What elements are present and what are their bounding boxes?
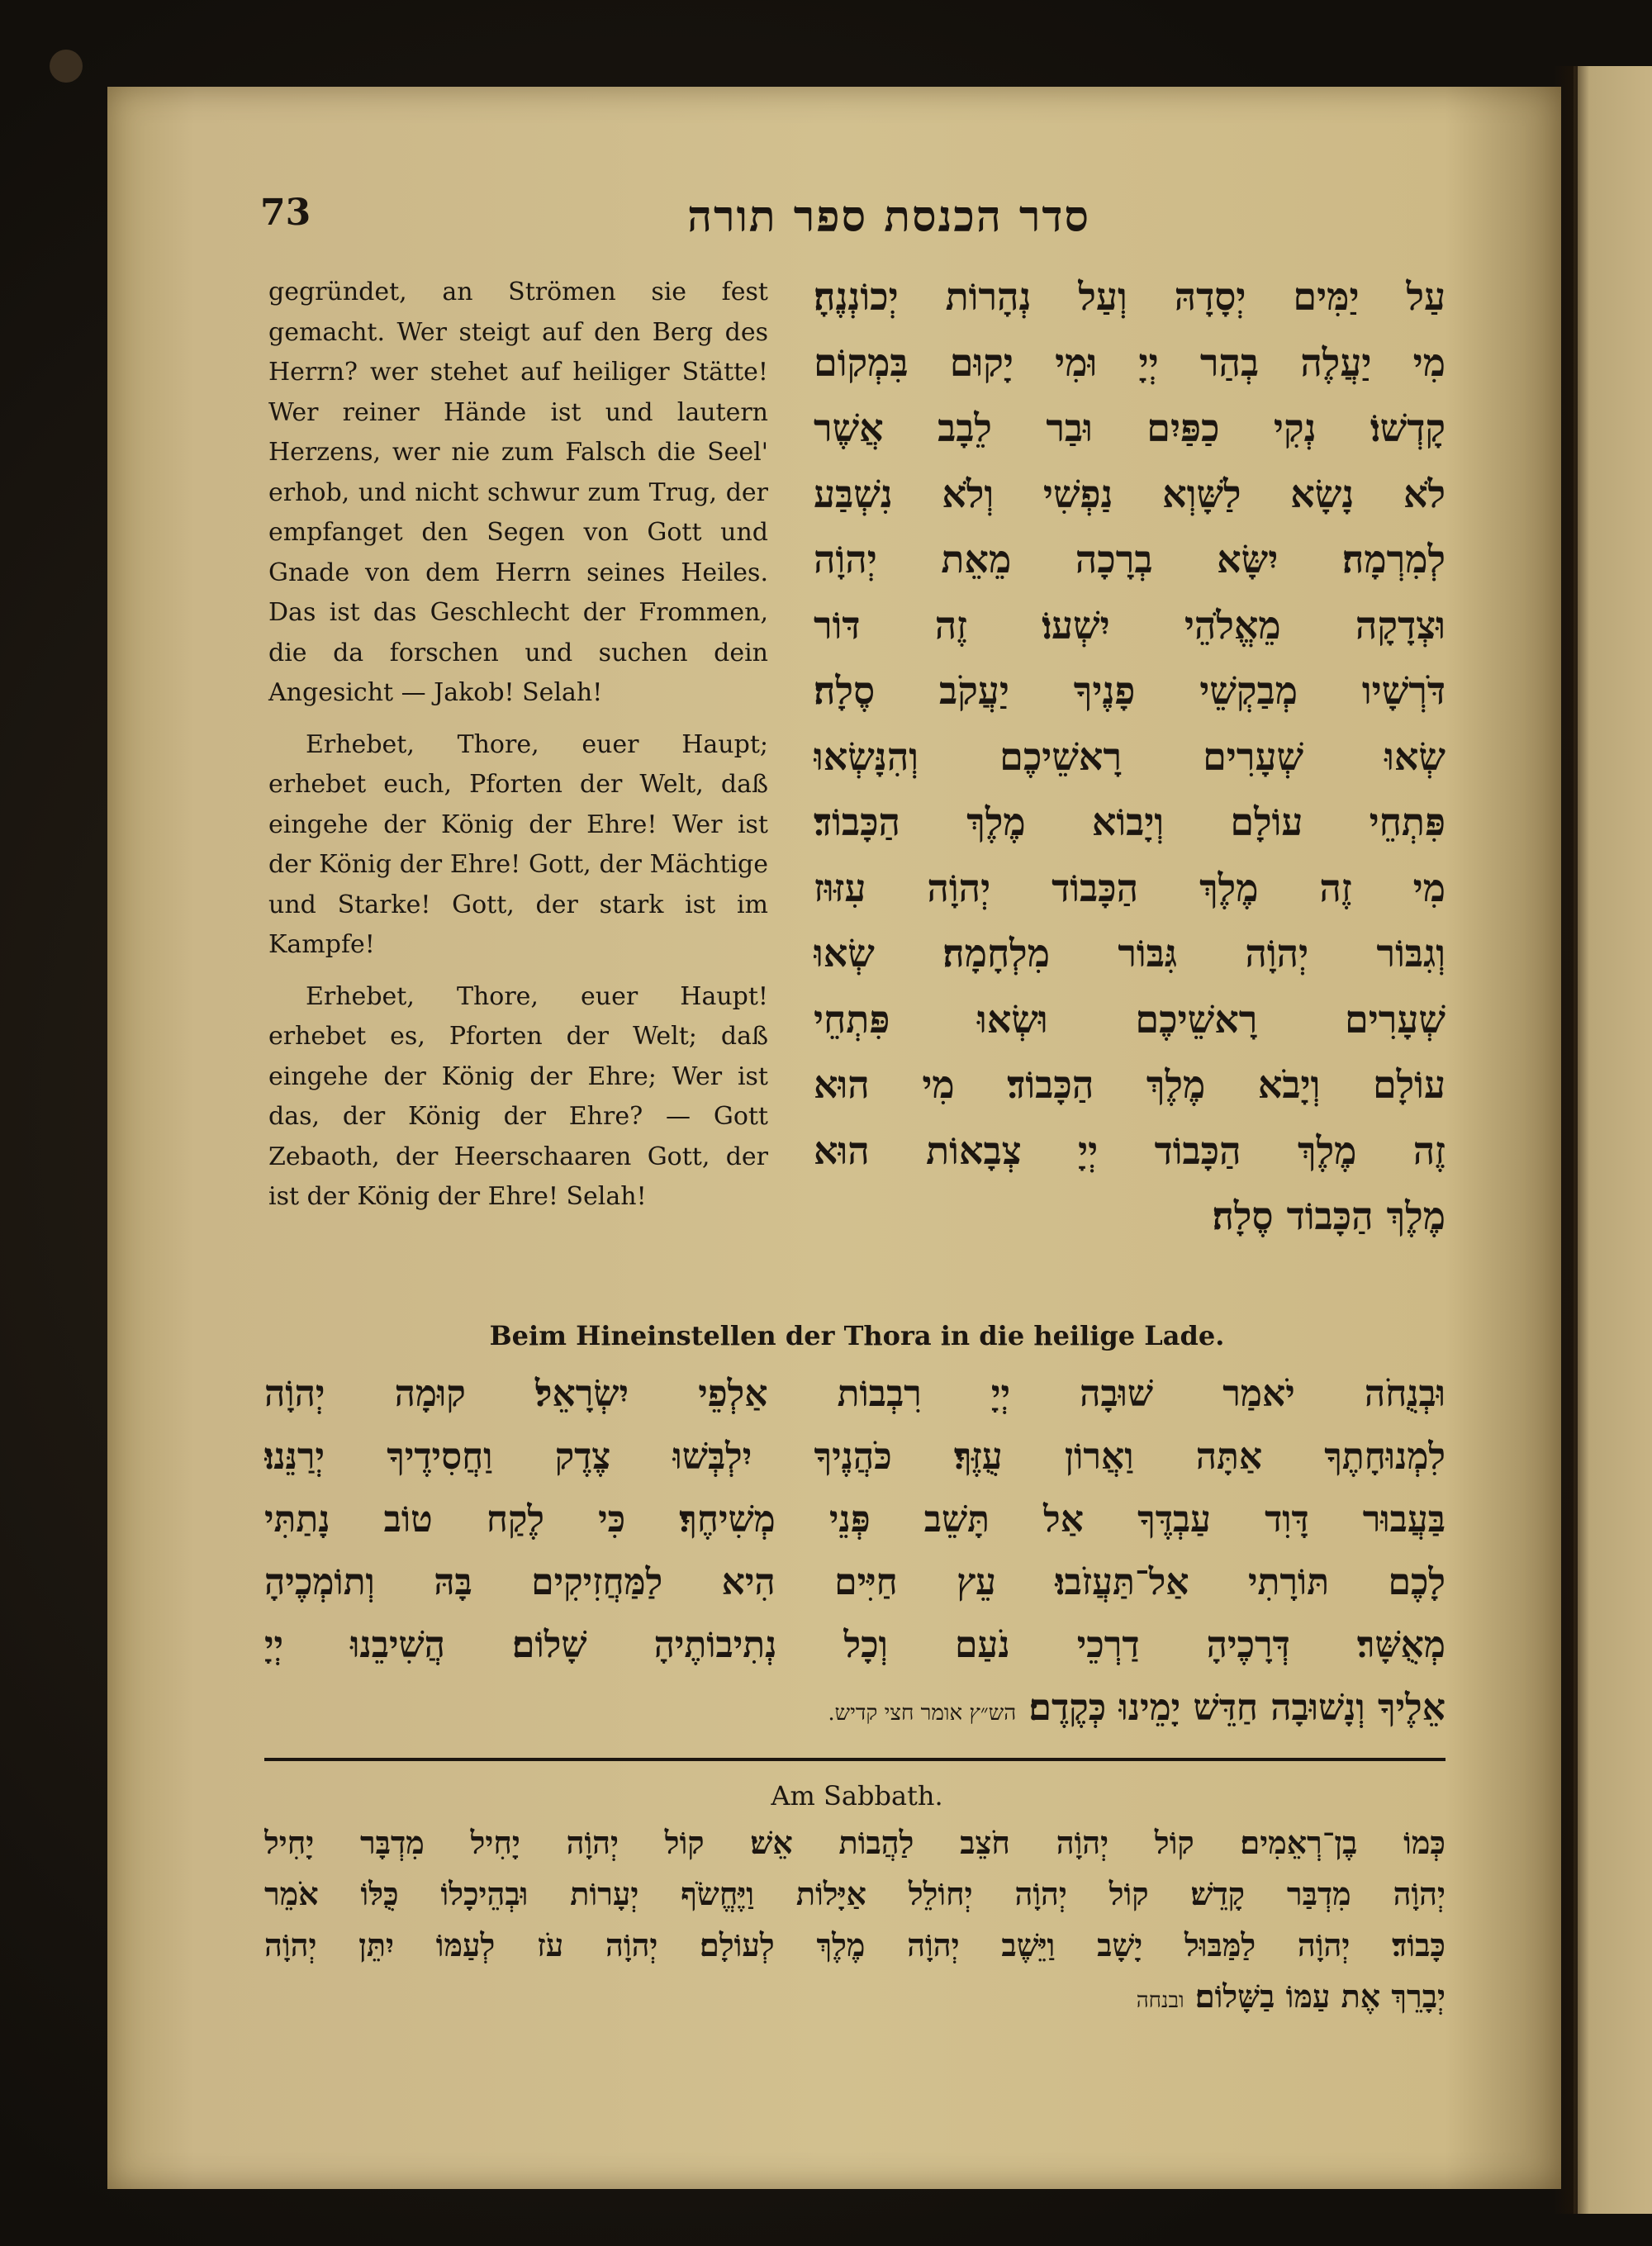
section-divider <box>264 1758 1446 1761</box>
hebrew-line: עַל יַמִּים יְסָדָהּ וְעַל נְהָרוֹת יְכוֹנְנֶהָ׃ <box>814 274 1446 319</box>
hebrew-line: מֶלֶךְ הַכָּבוֹד סֶלָה׃ <box>1212 1194 1446 1238</box>
hebrew-line: זֶה מֶלֶךְ הַכָּבוֹד יְיָ צְבָאוֹת הוּא <box>814 1128 1446 1173</box>
hebrew-block-returning-torah <box>264 1363 1446 1745</box>
facing-page-edge <box>1574 66 1652 2214</box>
hebrew-line: דֹּרְשָׁיו מְבַקְשֵׁי פָנֶיךָ יַעֲקֹב סֶלָה׃ <box>814 668 1446 713</box>
rubric-note: הש״ץ אומר חצי קדיש. <box>828 1701 1017 1726</box>
hebrew-line: בַּעֲבוּר דָּוִד עַבְדֶּךָ אַל תָּשֵׁב פְּנֵי מְשִׁיחֶךָ׃ כִּי לֶקַח טוֹב נָתַתִּי <box>264 1498 1446 1541</box>
hebrew-line: מְאֻשָּׁר׃ דְּרָכֶיהָ דַרְכֵי נֹעַם וְכָל נְתִיבוֹתֶיהָ שָׁלוֹם׃ הֲשִׁיבֵנוּ יְיָ <box>264 1624 1446 1666</box>
running-title: סדר הכנסת ספר תורה <box>687 192 1090 242</box>
hebrew-block-sabbath <box>264 1817 1446 2026</box>
hebrew-line-last <box>264 1971 1446 2026</box>
hebrew-line: קָדְשׁוֹ׃ נְקִי כַפַּיִם וּבַר לֵבָב אֲשֶׁר <box>814 406 1446 450</box>
section-caption: Beim Hineinstellen der Thora in die heilige Lade. <box>489 1320 1225 1351</box>
hebrew-line: וּצְדָקָה מֵאֱלֹהֵי יִשְׁעוֹ׃ זֶה דּוֹר <box>814 602 1446 648</box>
hebrew-line: עוֹלָם וְיָבֹא מֶלֶךְ הַכָּבוֹד׃ מִי הוּא <box>814 1062 1446 1107</box>
hebrew-psalm-column <box>814 264 1446 1250</box>
german-paragraph: Erhebet, Thore, euer Haupt! erhebet es, Pforten der Welt; daß eingehe der König der Ehre; Wer ist das, der König der Ehre? — Gott Zebaoth, der Heerschaaren Gott, der ist der König der Ehre! Selah! <box>268 981 768 1211</box>
section-caption: Am Sabbath. <box>771 1780 943 1812</box>
hebrew-line: וְגִבּוֹר יְהוָֹה גִּבּוֹר מִלְחָמָה׃ שְׂאוּ <box>814 931 1446 976</box>
german-paragraph: Erhebet, Thore, euer Haupt; erhebet euch, Pforten der Welt, daß eingehe der König der Ehre! Wer ist der König der Ehre! Gott, der Mächtige und Starke! Gott, der stark ist im Kampfe! <box>268 729 768 959</box>
hebrew-line: לְמִרְמָה׃ יִשָּׂא בְרָכָה מֵאֵת יְהוָֹה <box>814 537 1446 582</box>
hebrew-line: כָּבוֹד׃ יְהוָֹה לַמַּבּוּל יָשָׁב וַיֵּשֶׁב יְהוָֹה מֶלֶךְ לְעוֹלָם׃ יְהוָֹה עֹז לְעַמּוֹ יִתֵּן יְהוָֹה <box>264 1926 1446 1963</box>
hebrew-line: שְׂאוּ שְׁעָרִים רָאשֵׁיכֶם וְהִנָּשְׂאוּ <box>814 734 1446 779</box>
hebrew-line: יְבָרֵךְ אֶת עַמּוֹ בַשָּׁלוֹם׃ <box>1194 1978 1446 2015</box>
hebrew-line: מִי זֶה מֶלֶךְ הַכָּבוֹד יְהוָֹה עִזּוּז <box>814 865 1446 910</box>
german-paragraph: gegründet, an Strömen sie fest gemacht. Wer steigt auf den Berg des Herrn? wer stehet auf heiliger Stätte! Wer reiner Hände ist und lautern Herzens, wer nie zum Falsch die Seel' erhob, und nicht schwur zum Trug, der empfanget den Segen von Gott und Gnade von dem Herrn seines Heiles. Das ist das Geschlecht der Frommen, die da forschen und suchen dein Angesicht — Jakob! Selah! <box>268 278 768 707</box>
hebrew-line: שְׁעָרִים רָאשֵׁיכֶם וּשְׂאוּ פִּתְחֵי <box>814 996 1446 1042</box>
hebrew-line: מִי יַעֲלֶה בְהַר יְיָ וּמִי יָקוּם בִּמְקוֹם <box>814 340 1446 385</box>
hebrew-line-last <box>264 1677 1446 1745</box>
hebrew-line: לֹא נָשָׂא לַשָּׁוְא נַפְשִׁי וְלֹא נִשְׁבַּע <box>814 471 1446 516</box>
hebrew-line: וּבְנֻחֹה יֹאמַר שׁוּבָה יְיָ רִבְבוֹת אַלְפֵי יִשְׂרָאֵל׃ קוּמָה יְהוָֹה <box>264 1373 1446 1415</box>
rubric-note: ובנחה <box>1136 1988 1184 2013</box>
hebrew-line: אֵלֶיךָ וְנָשׁוּבָה חַדֵּשׁ יָמֵינוּ כְּקֶדֶם׃ <box>1028 1687 1446 1729</box>
hebrew-line: לָכֶם תּוֹרָתִי אַל־תַּעֲזֹבוּ׃ עֵץ חַיִּים הִיא לַמַּחֲזִיקִים בָּהּ וְתוֹמְכֶיהָ <box>264 1561 1446 1603</box>
cover-stain <box>50 50 83 83</box>
german-translation-column <box>268 273 768 1229</box>
hebrew-line: לִמְנוּחָתֶךָ אַתָּה וַאֲרוֹן עֻזֶּךָ׃ כֹּהֲנֶיךָ יִלְבְּשׁוּ צֶדֶק וַחֲסִידֶיךָ יְרַנֵּנוּ׃ <box>264 1436 1446 1478</box>
hebrew-line: כְּמוֹ בֶן־רְאֵמִים׃ קוֹל יְהוָֹה חֹצֵב לַהֲבוֹת אֵשׁ׃ קוֹל יְהוָֹה יָחִיל מִדְבָּר יָחִיל <box>264 1824 1446 1861</box>
hebrew-line: יְהוָֹה מִדְבַּר קָדֵשׁ׃ קוֹל יְהוָֹה יְחוֹלֵל אַיָּלוֹת וַיֶּחֱשֹׂף יְעָרוֹת וּבְהֵיכָלוֹ כֻּלּוֹ אֹמֵר <box>264 1875 1446 1912</box>
page-number: 73 <box>260 192 311 234</box>
hebrew-line: פִּתְחֵי עוֹלָם וְיָבוֹא מֶלֶךְ הַכָּבוֹד׃ <box>814 800 1446 844</box>
